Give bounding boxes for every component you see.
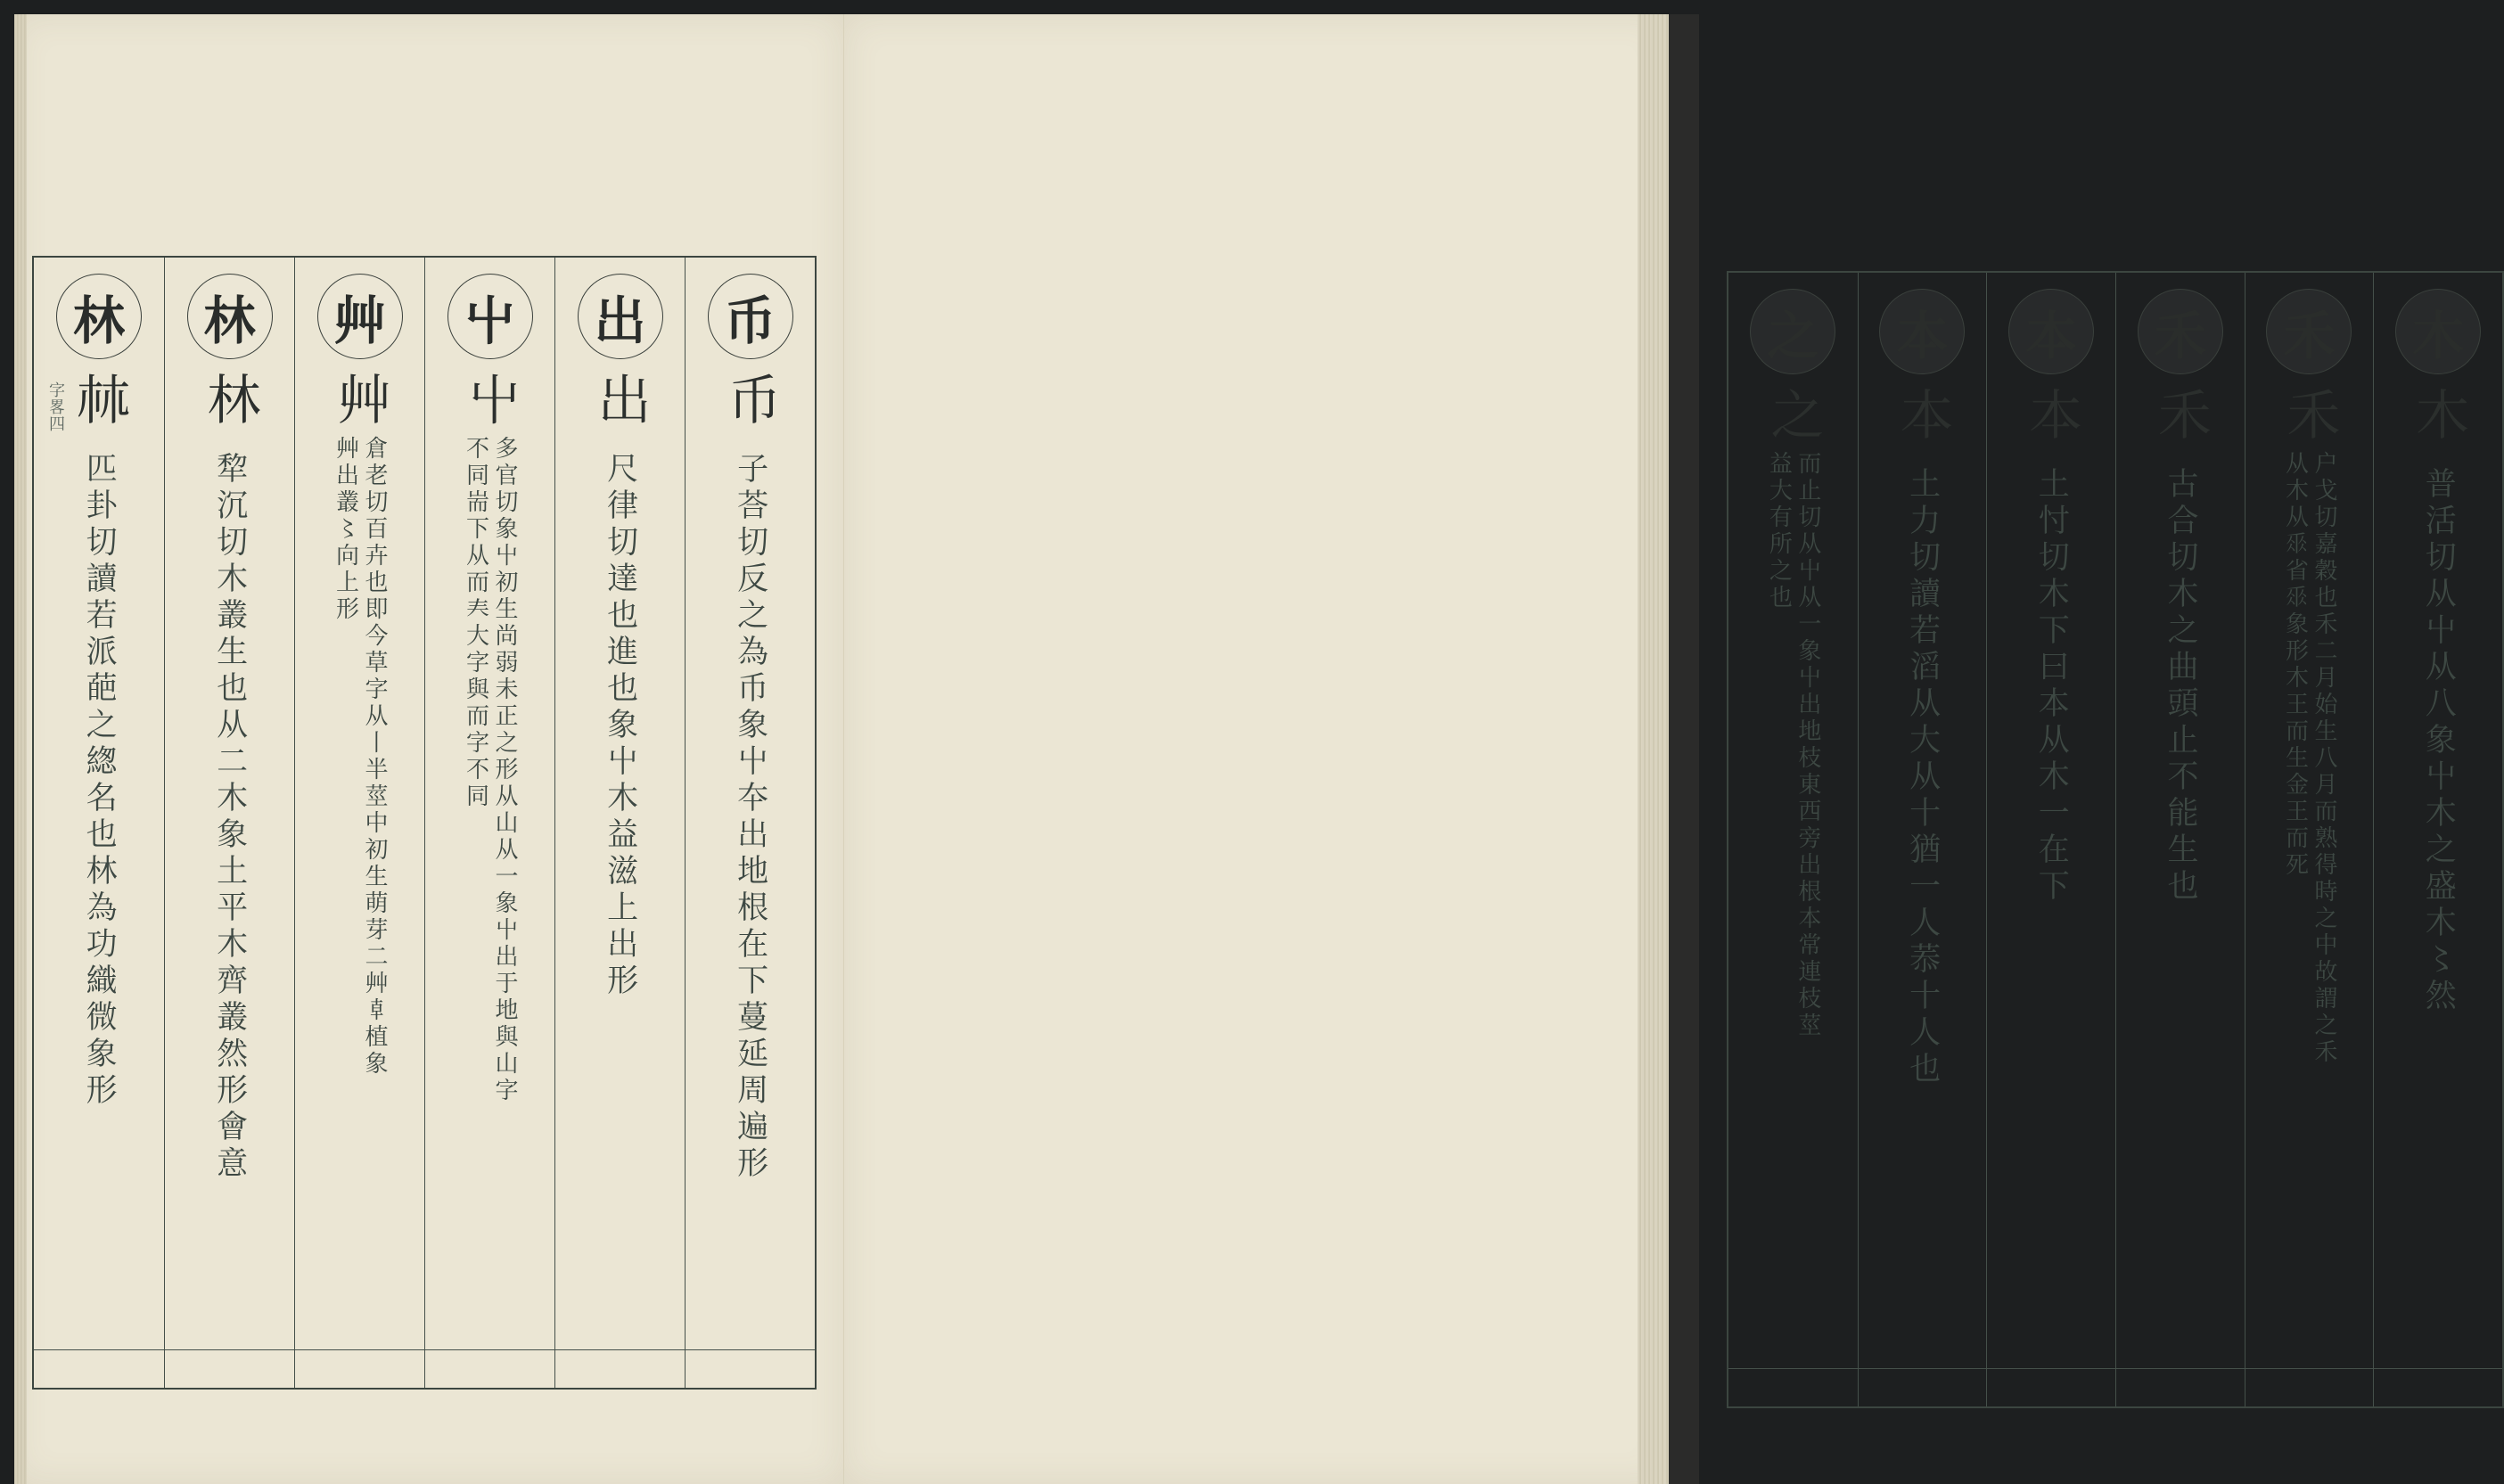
head-character: 禾 — [2266, 289, 2352, 374]
right-bottom-band — [1728, 1368, 2502, 1406]
right_page-entry-column — [2373, 273, 2502, 1406]
head-character: 本 — [1879, 289, 1965, 374]
gloss-text: 犂沉切木叢生也从二木象土平木齊叢然形會意 — [211, 452, 248, 1183]
left_page-entry-column — [164, 258, 294, 1388]
gloss-text: 户戈切嘉穀也禾二月始生八月而熟得時之中故謂之禾 从木从𠂹省𠂹象形木王而生金王而死 — [2281, 451, 2337, 1066]
seal-script-form: 𣏟 — [68, 372, 130, 425]
left_page-entry-column — [34, 258, 164, 1388]
open-book — [14, 14, 2470, 1484]
gloss-text: 倉老切百卉也即今草字从丨半莖中初生萌芽二艸𠦝植象 艸出叢〻向上形 — [332, 436, 388, 1078]
seal-script-form: 本 — [2020, 387, 2083, 440]
right_page-entry-column — [2115, 273, 2245, 1406]
seal-script-form: 禾 — [2278, 387, 2341, 440]
seal-script-form: 出 — [588, 372, 652, 425]
right-page — [843, 14, 2470, 1484]
gloss-text: 匹卦切讀若派葩之緫名也林為功織微象形 — [81, 452, 118, 1110]
left-page-edges — [14, 14, 27, 1484]
seal-script-form: 木 — [2407, 387, 2470, 440]
seal-script-form: 屮 — [458, 372, 521, 425]
left-text-frame — [32, 256, 817, 1390]
seal-script-form: 林 — [198, 372, 261, 425]
gloss-text: 多官切象屮初生尚弱未正之形从山从一象屮出于地與山字 不同耑下从而𡗗大字與而字不同 — [462, 436, 518, 1104]
gloss-text: 土力切讀若滔从大从十猶一人菾十人也 — [1904, 467, 1941, 1088]
seal-script-form: 币 — [718, 372, 782, 425]
gloss-text: 古合切木之曲頭止不能生也 — [2162, 467, 2198, 906]
head-character: 之 — [1750, 289, 1835, 374]
head-character: 木 — [2395, 289, 2481, 374]
right_page-entry-column — [1728, 273, 1858, 1406]
right_page-entry-column — [1858, 273, 1987, 1406]
margin-label: 字畧四 — [46, 381, 65, 432]
right-page-edges — [1638, 14, 1669, 1484]
right_page-entry-column — [2245, 273, 2374, 1406]
head-character: 林 — [56, 274, 142, 359]
left-page — [14, 14, 844, 1484]
right_page-entry-column — [1986, 273, 2115, 1406]
seal-script-form: 禾 — [2148, 387, 2212, 440]
seal-script-form: 之 — [1761, 387, 1825, 440]
right-text-frame — [1727, 271, 2504, 1408]
left_page-entry-column — [685, 258, 815, 1388]
left-bottom-band — [34, 1349, 815, 1388]
head-character: 禾 — [2138, 289, 2223, 374]
left_page-entry-column — [554, 258, 685, 1388]
left_page-entry-column — [424, 258, 554, 1388]
head-character: 币 — [708, 274, 793, 359]
head-character: 林 — [187, 274, 273, 359]
head-character: 出 — [578, 274, 663, 359]
seal-script-form: 艸 — [328, 372, 391, 425]
gloss-text: 普活切从屮从八象屮木之盛木〻然 — [2420, 467, 2457, 1015]
seal-script-form: 本 — [1891, 387, 1954, 440]
gloss-text: 子荅切反之為币象屮夲出地根在下蔓延周遍形 — [732, 452, 768, 1183]
head-character: 艸 — [317, 274, 403, 359]
gloss-text: 而止切从屮从一象屮出地枝東西旁出根本常連枝莖 益大有所之也 — [1765, 451, 1821, 1039]
head-character: 本 — [2008, 289, 2094, 374]
head-character: 屮 — [447, 274, 533, 359]
gloss-text: 尺律切達也進也象屮木益滋上出形 — [602, 452, 638, 1000]
left_page-entry-column — [294, 258, 424, 1388]
gloss-text: 土忖切木下曰本从木一在下 — [2033, 467, 2070, 906]
